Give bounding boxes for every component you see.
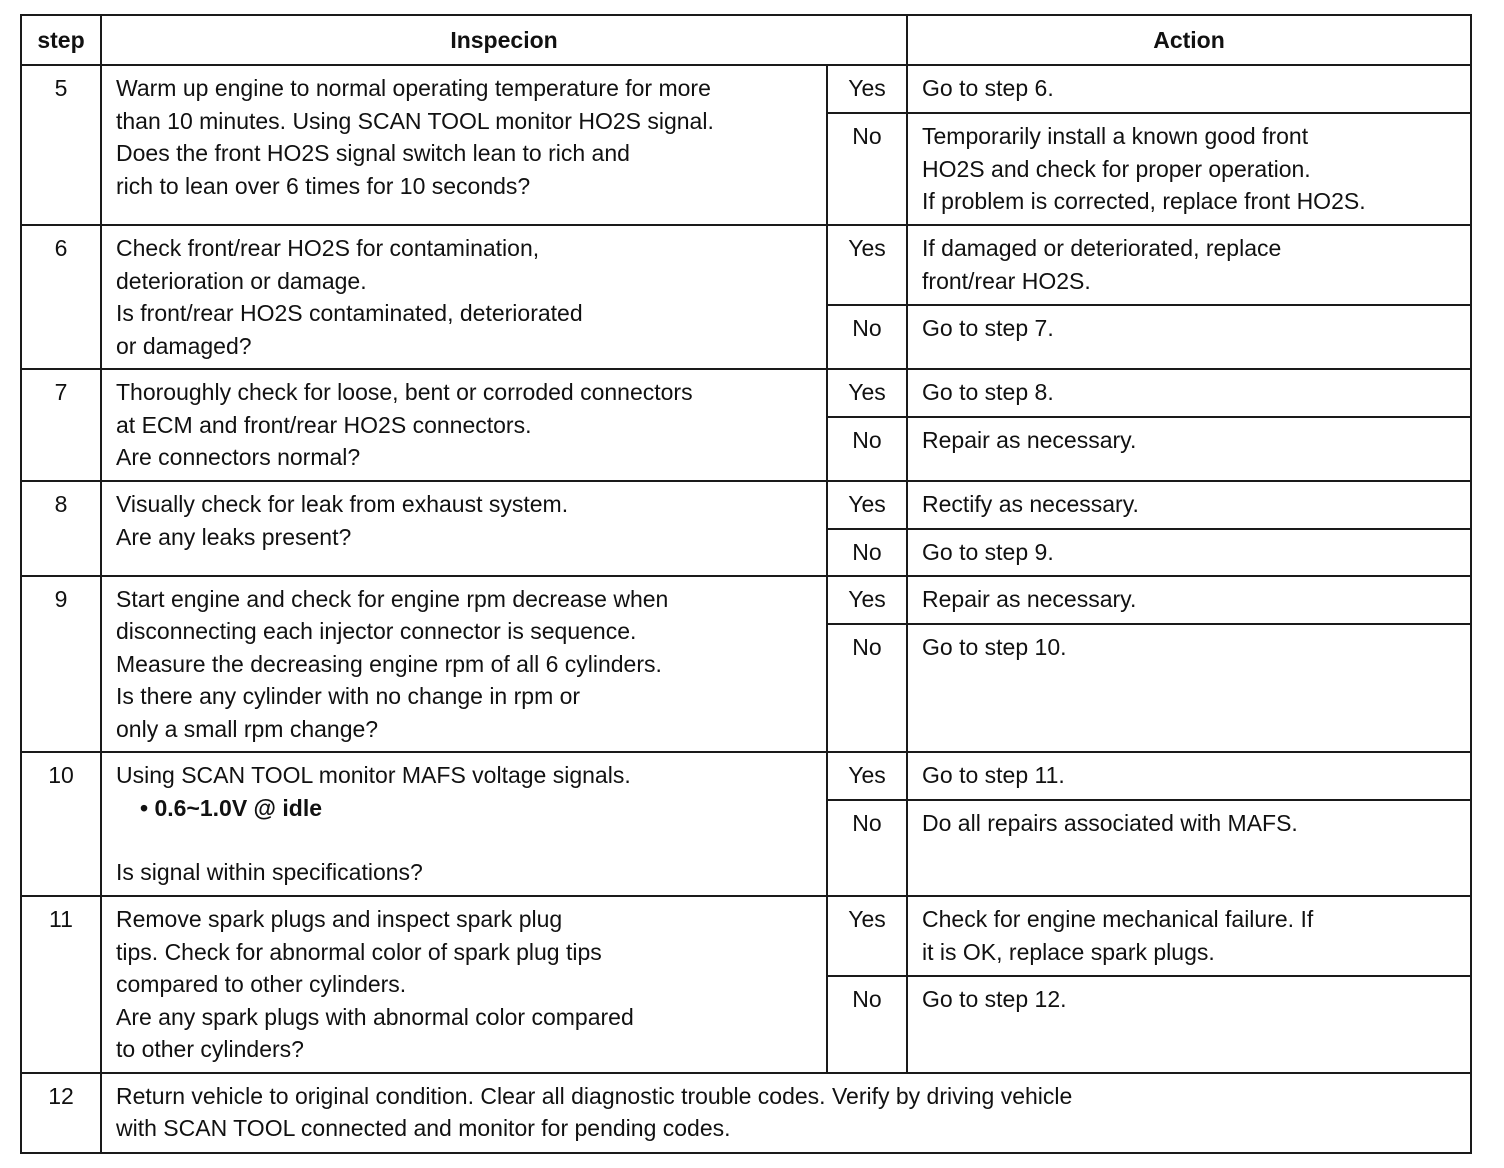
inspection-line: Does the front HO2S signal switch lean to rich and — [116, 140, 630, 166]
action-line: Go to step 10. — [922, 633, 1067, 660]
action-line: If damaged or deteriorated, replace — [922, 235, 1282, 261]
table-header-row — [21, 15, 1471, 65]
inspection-line: to other cylinders? — [116, 1036, 304, 1062]
no-label: No — [827, 800, 907, 896]
table-row — [21, 369, 1471, 417]
inspection-line: Is front/rear HO2S contaminated, deteriorated — [116, 300, 583, 326]
step-number: 12 — [21, 1073, 101, 1153]
no-action — [907, 800, 1471, 896]
no-label: No — [827, 529, 907, 576]
header-step: step — [21, 15, 101, 65]
inspection-line: Is signal within specifications? — [116, 859, 423, 885]
inspection-line: tips. Check for abnormal color of spark plug tips — [116, 938, 602, 965]
yes-label: Yes — [827, 481, 907, 529]
yes-action — [907, 369, 1471, 417]
no-action — [907, 624, 1471, 752]
action-line: Go to step 9. — [922, 539, 1054, 565]
bullet-icon: • — [140, 794, 155, 821]
yes-label: Yes — [827, 65, 907, 113]
step-number: 5 — [21, 65, 101, 225]
action-line: If problem is corrected, replace front HO2S. — [922, 188, 1366, 214]
step-number: 8 — [21, 481, 101, 576]
step-number: 6 — [21, 225, 101, 369]
action-line: Repair as necessary. — [922, 585, 1137, 612]
action-line: Do all repairs associated with MAFS. — [922, 810, 1298, 836]
table-row — [21, 576, 1471, 624]
inspection-line: disconnecting each injector connector is sequence. — [116, 618, 637, 644]
inspection-line: at ECM and front/rear HO2S connectors. — [116, 411, 532, 438]
inspection-line: Are connectors normal? — [116, 444, 361, 470]
action-line: Check for engine mechanical failure. If — [922, 906, 1314, 932]
step-number: 10 — [21, 752, 101, 896]
action-line: Go to step 12. — [922, 986, 1067, 1013]
no-action — [907, 305, 1471, 369]
no-action — [907, 529, 1471, 576]
action-line: front/rear HO2S. — [922, 267, 1091, 294]
yes-action — [907, 225, 1471, 305]
yes-label: Yes — [827, 225, 907, 305]
action-line: Go to step 11. — [922, 762, 1065, 788]
inspection-line: Remove spark plugs and inspect spark plug — [116, 906, 563, 932]
table-row — [21, 896, 1471, 976]
spacer — [116, 824, 816, 856]
inspection-text — [101, 369, 827, 481]
action-line: Rectify as necessary. — [922, 491, 1139, 517]
no-label: No — [827, 624, 907, 752]
yes-action — [907, 481, 1471, 529]
table-row — [21, 481, 1471, 529]
final-step-line: with SCAN TOOL connected and monitor for pending codes. — [116, 1115, 731, 1141]
yes-label: Yes — [827, 576, 907, 624]
inspection-line: Thoroughly check for loose, bent or corroded connectors — [116, 379, 693, 405]
table-row — [21, 752, 1471, 800]
inspection-line: Start engine and check for engine rpm decrease when — [116, 585, 669, 612]
no-action — [907, 417, 1471, 481]
inspection-line: than 10 minutes. Using SCAN TOOL monitor HO2S signal. — [116, 107, 714, 134]
action-line: Repair as necessary. — [922, 427, 1137, 453]
inspection-line: deterioration or damage. — [116, 267, 367, 294]
inspection-text — [101, 65, 827, 225]
yes-action — [907, 896, 1471, 976]
no-label: No — [827, 113, 907, 225]
table-row — [21, 65, 1471, 113]
yes-label: Yes — [827, 369, 907, 417]
inspection-line: Warm up engine to normal operating temperature for more — [116, 75, 711, 101]
inspection-line: compared to other cylinders. — [116, 971, 407, 997]
diagnostic-table — [20, 14, 1472, 1154]
action-line: Go to step 6. — [922, 75, 1054, 101]
no-label: No — [827, 417, 907, 481]
yes-label: Yes — [827, 896, 907, 976]
step-number: 7 — [21, 369, 101, 481]
yes-action — [907, 65, 1471, 113]
inspection-line: Are any leaks present? — [116, 523, 352, 550]
inspection-text — [101, 752, 827, 896]
final-step-line: Return vehicle to original condition. Clear all diagnostic trouble codes. Verify by driving vehicle — [116, 1082, 1073, 1109]
action-line: it is OK, replace spark plugs. — [922, 938, 1215, 965]
spec-bullet — [116, 792, 816, 825]
table-row-final — [21, 1073, 1471, 1153]
yes-action — [907, 752, 1471, 800]
no-action — [907, 113, 1471, 225]
inspection-text — [101, 896, 827, 1073]
action-line: Temporarily install a known good front — [922, 123, 1309, 149]
inspection-line: rich to lean over 6 times for 10 seconds? — [116, 172, 531, 199]
action-line: HO2S and check for proper operation. — [922, 155, 1311, 182]
step-number: 9 — [21, 576, 101, 753]
inspection-line: Measure the decreasing engine rpm of all 6 cylinders. — [116, 650, 662, 677]
no-action — [907, 976, 1471, 1072]
spec-value: 0.6~1.0V @ idle — [154, 794, 323, 821]
no-label: No — [827, 976, 907, 1072]
inspection-line: Are any spark plugs with abnormal color compared — [116, 1003, 634, 1030]
inspection-line: only a small rpm change? — [116, 715, 379, 742]
header-action: Action — [907, 15, 1471, 65]
final-step-text — [101, 1073, 1471, 1153]
inspection-text — [101, 225, 827, 369]
header-inspection: Inspecion — [101, 15, 907, 65]
yes-action — [907, 576, 1471, 624]
inspection-text — [101, 481, 827, 576]
yes-label: Yes — [827, 752, 907, 800]
no-label: No — [827, 305, 907, 369]
inspection-line: or damaged? — [116, 332, 252, 359]
inspection-line: Is there any cylinder with no change in rpm or — [116, 683, 581, 709]
inspection-line: Visually check for leak from exhaust system. — [116, 491, 569, 517]
inspection-line: Check front/rear HO2S for contamination, — [116, 235, 540, 261]
inspection-line: Using SCAN TOOL monitor MAFS voltage signals. — [116, 762, 631, 788]
table-row — [21, 225, 1471, 305]
inspection-text — [101, 576, 827, 753]
action-line: Go to step 8. — [922, 379, 1054, 405]
action-line: Go to step 7. — [922, 315, 1054, 341]
step-number: 11 — [21, 896, 101, 1073]
